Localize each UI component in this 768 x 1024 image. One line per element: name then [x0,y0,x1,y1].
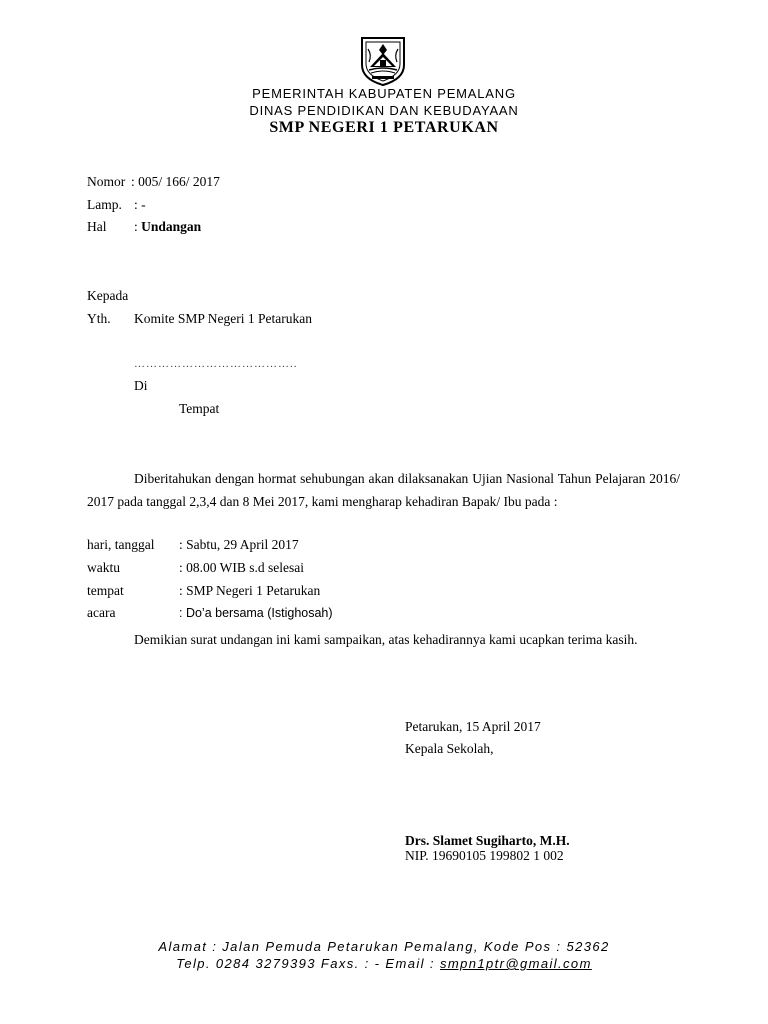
recipient-tempat: Tempat [179,401,220,416]
footer-email-link[interactable]: smpn1ptr@gmail.com [439,956,592,971]
signature-place-date: Petarukan, 15 April 2017 [405,719,541,734]
meta-lamp-value: : - [134,197,146,212]
meta-nomor-label: Nomor [87,174,126,189]
detail-label-waktu: waktu [87,560,120,575]
signature-nip: NIP. 19690105 199802 1 002 [405,848,564,863]
signature-name: Drs. Slamet Sugiharto, M.H. [405,833,570,848]
detail-value-acara: : Do’a bersama (Istighosah) [179,606,333,620]
meta-hal-label: Hal [87,219,107,234]
meta-lamp-label: Lamp. [87,197,122,212]
recipient-yth: Yth. [87,311,111,326]
signature-position: Kepala Sekolah, [405,741,494,756]
pemalang-coat-of-arms-logo [358,35,408,87]
footer-address: Alamat : Jalan Pemuda Petarukan Pemalang, Kode Pos : 52362 [158,939,610,954]
detail-label-acara: acara [87,605,116,620]
recipient-kepada: Kepada [87,288,129,303]
detail-value-waktu: : 08.00 WIB s.d selesai [179,560,304,575]
detail-label-tempat: tempat [87,583,124,598]
meta-hal-value: : Undangan [134,219,202,234]
recipient-di: Di [134,378,148,393]
recipient-name: Komite SMP Negeri 1 Petarukan [134,311,312,326]
recipient-dotted-line: ………………………………….. [134,358,298,370]
detail-label-hari-tanggal: hari, tanggal [87,537,155,552]
letterhead-government: PEMERINTAH KABUPATEN PEMALANG [252,86,516,101]
closing-paragraph: Demikian surat undangan ini kami sampaikan, atas kehadirannya kami ucapkan terima kasih. [134,632,638,647]
letterhead-school-name: SMP NEGERI 1 PETARUKAN [269,119,499,136]
body-paragraph: Diberitahukan dengan hormat sehubungan akan dilaksanakan Ujian Nasional Tahun Pelajaran 2016/ 2017 pada tanggal 2,3,4 dan 8 Mei 2017, kami mengharap kehadiran Bapak/ Ibu pada : [87,471,680,509]
detail-value-tempat: : SMP Negeri 1 Petarukan [179,583,321,598]
meta-nomor-value: : 005/ 166/ 2017 [131,174,220,189]
footer-contact: Telp. 0284 3279393 Faxs. : - Email : smpn1ptr@gmail.com [176,956,592,971]
letterhead-department: DINAS PENDIDIKAN DAN KEBUDAYAAN [249,103,519,118]
detail-value-hari-tanggal: : Sabtu, 29 April 2017 [179,537,299,552]
